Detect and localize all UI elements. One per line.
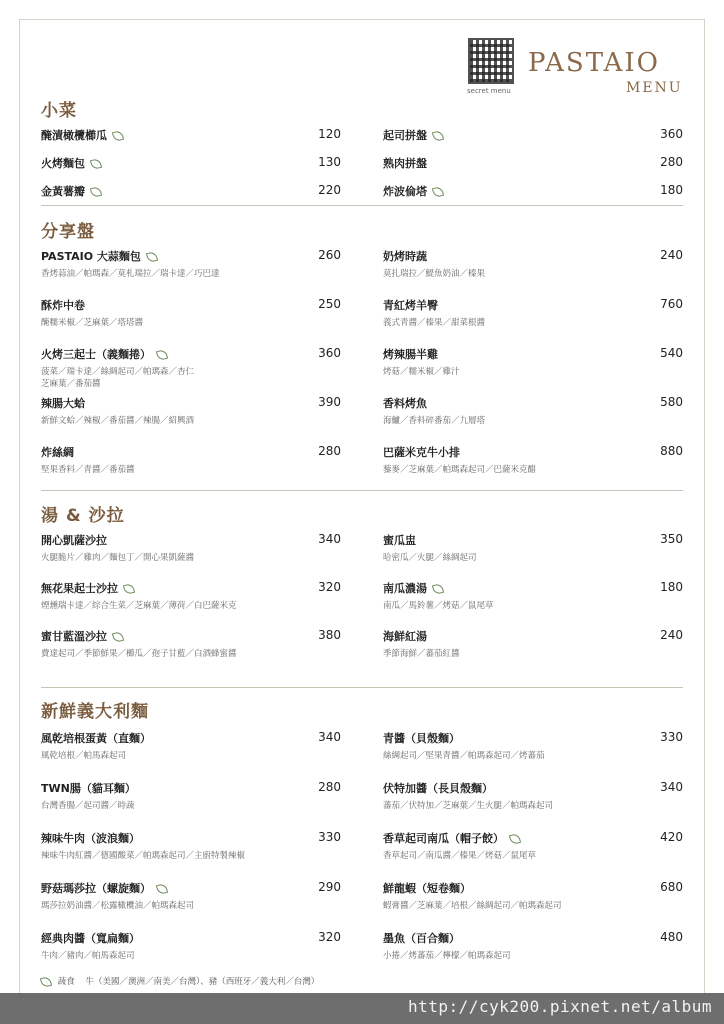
item-description: 台灣香腸／起司醬／時蔬: [41, 801, 135, 811]
item-price: 260: [318, 248, 341, 262]
vegetarian-leaf-icon: [123, 583, 135, 595]
menu-item: [41, 155, 341, 171]
item-name: 鮮龍蝦（短卷麵）: [383, 882, 471, 895]
item-name: 野菇瑪莎拉（螺旋麵）: [41, 880, 341, 896]
item-price: 280: [318, 444, 341, 458]
item-description: 海鱸／香料碎番茄／九層塔: [383, 416, 486, 426]
item-description: 烤菇／糯米椒／雞汁: [383, 367, 460, 377]
item-price: 360: [660, 127, 683, 141]
item-price: 240: [660, 628, 683, 642]
item-price: 580: [660, 395, 683, 409]
item-description: 瑪莎拉奶油醬／松露橄欖油／帕瑪森起司: [41, 901, 195, 911]
menu-item: [41, 880, 341, 912]
item-name: 蜜瓜盅: [383, 534, 416, 547]
item-price: 330: [660, 730, 683, 744]
menu-item: [41, 248, 341, 280]
item-name: 炸波倫塔: [383, 183, 683, 199]
menu-item: [383, 880, 683, 912]
menu-item: [383, 297, 683, 329]
menu-item: [41, 444, 341, 476]
menu-item: [41, 830, 341, 862]
item-price: 130: [318, 155, 341, 169]
section-title: 小菜: [41, 101, 77, 121]
item-price: 280: [318, 780, 341, 794]
item-price: 180: [660, 580, 683, 594]
item-price: 290: [318, 880, 341, 894]
item-price: 480: [660, 930, 683, 944]
item-name: 烤辣腸半雞: [383, 348, 438, 361]
item-price: 420: [660, 830, 683, 844]
item-price: 180: [660, 183, 683, 197]
item-name: 青醬（貝殼麵）: [383, 732, 460, 745]
vegetarian-leaf-icon: [112, 130, 124, 142]
menu-item: [41, 930, 341, 962]
item-price: 340: [318, 532, 341, 546]
item-price: 320: [318, 930, 341, 944]
item-description: 蕃茄／伏特加／芝麻葉／生火腿／帕瑪森起司: [383, 801, 554, 811]
menu-item: [41, 297, 341, 329]
item-description: 辣味牛肉紅醬／德國酸菜／帕瑪森起司／主廚特製辣椒: [41, 851, 246, 861]
vegetarian-leaf-icon: [432, 583, 444, 595]
menu-item: [41, 780, 341, 812]
item-name: 巴薩米克牛小排: [383, 446, 460, 459]
section-divider: [41, 205, 683, 206]
item-name: TWN腸（貓耳麵）: [41, 782, 136, 795]
vegetarian-leaf-icon: [146, 251, 158, 263]
menu-item: [41, 395, 341, 427]
item-description: 風乾培根／帕馬森起司: [41, 751, 127, 761]
item-price: 680: [660, 880, 683, 894]
item-name: 酥炸中卷: [41, 299, 85, 312]
vegetarian-leaf-icon: [112, 631, 124, 643]
qr-label: secret menu: [467, 87, 511, 95]
item-price: 390: [318, 395, 341, 409]
item-name: 南瓜濃湯: [383, 580, 683, 596]
item-name: 起司拼盤: [383, 127, 683, 143]
vegetarian-leaf-icon: [90, 186, 102, 198]
brand-title: PASTAIO: [528, 48, 660, 78]
item-name: 蜜甘藍溫沙拉: [41, 628, 341, 644]
item-name: 風乾培根蛋黃（直麵）: [41, 732, 151, 745]
menu-item: [383, 780, 683, 812]
item-name: 火烤三起士（義麵捲）: [41, 346, 341, 362]
item-name: 海鮮紅湯: [383, 630, 427, 643]
item-description: 牛肉／豬肉／帕馬森起司: [41, 951, 135, 961]
item-name: 醃漬橄欖櫛瓜: [41, 127, 341, 143]
item-price: 280: [660, 155, 683, 169]
menu-item: [41, 346, 341, 390]
item-price: 340: [660, 780, 683, 794]
item-name: 炸絲綢: [41, 446, 74, 459]
item-price: 330: [318, 830, 341, 844]
item-price: 540: [660, 346, 683, 360]
menu-item: [383, 930, 683, 962]
section-divider: [41, 490, 683, 491]
section-title: 新鮮義大利麵: [41, 702, 149, 722]
item-description: 新鮮文蛤／辣椒／番茄醬／辣腸／紹興酒: [41, 416, 195, 426]
vegetarian-leaf-icon: [156, 349, 168, 361]
section-divider: [41, 687, 683, 688]
item-name: 香草起司南瓜（帽子餃）: [383, 830, 683, 846]
item-name: 伏特加醬（長貝殼麵）: [383, 782, 493, 795]
menu-item: [383, 248, 683, 280]
menu-item: [383, 532, 683, 564]
item-name: 熟肉拼盤: [383, 157, 427, 170]
vegetarian-leaf-icon: [509, 833, 521, 845]
menu-item: [383, 395, 683, 427]
item-name: 香料烤魚: [383, 397, 427, 410]
item-description: 蝦膏醬／芝麻葉／培根／絲綢起司／帕瑪森起司: [383, 901, 562, 911]
item-name: 墨魚（百合麵）: [383, 932, 460, 945]
item-description: 費達起司／季節鮮果／櫛瓜／孢子甘藍／白酒蜂蜜醬: [41, 649, 237, 659]
menu-item: [383, 830, 683, 862]
vegetarian-leaf-icon: [90, 158, 102, 170]
menu-item: [383, 127, 683, 143]
brand-subtitle: MENU: [626, 80, 683, 96]
item-price: 250: [318, 297, 341, 311]
menu-item: [41, 580, 341, 612]
item-price: 120: [318, 127, 341, 141]
vegetarian-leaf-icon: [432, 130, 444, 142]
item-description: 絲綢起司／堅果青醬／帕瑪森起司／烤蕃茄: [383, 751, 545, 761]
footer-legend: [41, 975, 319, 987]
menu-item: [41, 183, 341, 199]
item-price: 360: [318, 346, 341, 360]
menu-item: [383, 155, 683, 171]
item-description: 煙燻瑞卡達／綜合生菜／芝麻葉／薄荷／白巴薩米克: [41, 601, 237, 611]
item-price: 380: [318, 628, 341, 642]
item-name: 火烤麵包: [41, 155, 341, 171]
item-name: 經典肉醬（寬扁麵）: [41, 932, 140, 945]
item-price: 880: [660, 444, 683, 458]
item-description: 莫扎瑞拉／鯷魚奶油／榛果: [383, 269, 486, 279]
item-name: 奶烤時蔬: [383, 250, 427, 263]
item-price: 320: [318, 580, 341, 594]
menu-item: [383, 580, 683, 612]
item-description: 火腿脆片／雞肉／麵包丁／開心果凱薩醬: [41, 553, 195, 563]
item-name: 無花果起士沙拉: [41, 580, 341, 596]
item-description: 季節海鮮／蕃茄紅醬: [383, 649, 460, 659]
item-description: 香烤蒜油／帕瑪森／莫札瑞拉／瑞卡達／巧巴達: [41, 269, 220, 279]
item-name: 青紅烤羊臀: [383, 299, 438, 312]
menu-item: [383, 730, 683, 762]
menu-item: [383, 628, 683, 660]
menu-item: [383, 346, 683, 378]
vegetarian-leaf-icon: [40, 975, 52, 987]
item-name: 開心凱薩沙拉: [41, 534, 107, 547]
item-description: 香草起司／南瓜醬／榛果／烤菇／鼠尾草: [383, 851, 537, 861]
item-name: 辣味牛肉（波浪麵）: [41, 832, 140, 845]
watermark-url: http://cyk200.pixnet.net/album: [408, 997, 712, 1016]
item-price: 340: [318, 730, 341, 744]
item-price: 240: [660, 248, 683, 262]
section-title: 湯 & 沙拉: [41, 506, 125, 526]
menu-item: [41, 730, 341, 762]
item-price: 220: [318, 183, 341, 197]
item-name: 辣腸大蛤: [41, 397, 85, 410]
section-title: 分享盤: [41, 222, 95, 242]
item-description: 義式青醬／榛果／甜菜根醬: [383, 318, 486, 328]
menu-item: [41, 532, 341, 564]
menu-item: [41, 127, 341, 143]
veg-label: 蔬食: [57, 977, 75, 987]
vegetarian-leaf-icon: [156, 883, 168, 895]
item-name: PASTAIO 大蒜麵包: [41, 248, 341, 264]
item-description: 醃糯米椒／芝麻葉／塔塔醬: [41, 318, 144, 328]
item-description: 南瓜／馬鈴薯／烤菇／鼠尾草: [383, 601, 494, 611]
item-description: 藜麥／芝麻葉／帕瑪森起司／巴薩米克醋: [383, 465, 537, 475]
item-price: 760: [660, 297, 683, 311]
menu-item: [383, 444, 683, 476]
watermark-bar: [0, 993, 724, 1024]
item-price: 350: [660, 532, 683, 546]
item-name: 金黃薯瓣: [41, 183, 341, 199]
menu-item: [41, 628, 341, 660]
menu-item: [383, 183, 683, 199]
vegetarian-leaf-icon: [432, 186, 444, 198]
item-description: 堅果香料／青醬／番茄醬: [41, 465, 135, 475]
item-description: 小捲／烤蕃茄／檸檬／帕瑪森起司: [383, 951, 511, 961]
item-description: 菠菜／瑞卡達／絲綢起司／帕瑪森／杏仁 芝麻葉／番茄醬: [41, 367, 195, 389]
item-description: 哈密瓜／火腿／絲綢起司: [383, 553, 477, 563]
meat-origin-text: 牛（美國／澳洲／南美／台灣）、豬（西班牙／義大利／台灣）: [85, 977, 320, 987]
qr-code-icon: [468, 38, 514, 84]
